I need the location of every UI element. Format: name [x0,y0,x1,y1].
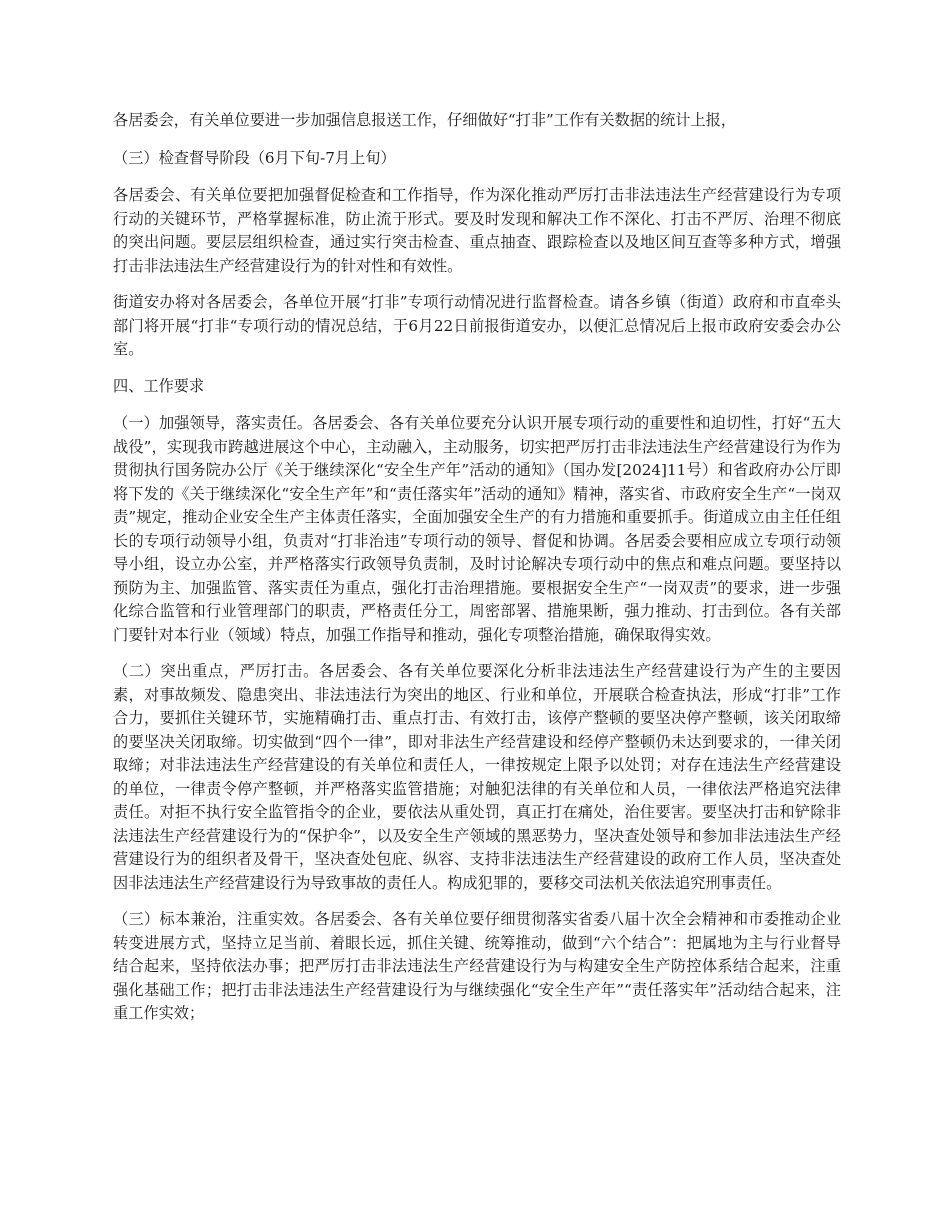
paragraph-supervision: 各居委会、有关单位要把加强督促检查和工作指导，作为深化推动严厉打击非法违法生产经营建设行为专项行动的关键环节，严格掌握标准，防止流于形式。要及时发现和解决工作不深化、打击不严厉、治理不彻底的突出问题。要层层组织检查，通过实行突击检查、重点抽查、跟踪检查以及地区间互查等多种方式，增强打击非法违法生产经营建设行为的针对性和有效性。 [113,186,841,275]
paragraph-root-and-symptoms: （三）标本兼治，注重实效。各居委会、各有关单位要仔细贯彻落实省委八届十次全会精神和市委推动企业转变进展方式，坚持立足当前、着眼长远，抓住关键、统筹推动，做到“六个结合”：把属地为主与行业督导结合起来，坚持依法办事；把严厉打击非法违法生产经营建设行为与构建安全生产防控体系结合起来，注重强化基础工作；把打击非法违法生产经营建设行为与继续强化“安全生产年”“责任落实年”活动结合起来，注重工作实效； [113,910,841,1022]
paragraph-key-crackdown: （二）突出重点，严厉打击。各居委会、各有关单位要深化分析非法违法生产经营建设行为产生的主要因素，对事故频发、隐患突出、非法违法行为突出的地区、行业和单位，开展联合检查执法，形成“打非”工作合力，要抓住关键环节，实施精确打击、重点打击、有效打击，该停产整顿的要坚决停产整顿，该关闭取缔的要坚决关闭取缔。切实做到“四个一律”，即对非法生产经营建设和经停产整顿仍未达到要求的，一律关闭取缔；对非法违法生产经营建设的有关单位和责任人，一律按规定上限予以处罚；对存在违法生产经营建设的单位，一律责令停产整顿，并严格落实监管措施；对触犯法律的有关单位和人员，一律依法严格追究法律责任。对拒不执行安全监管指令的企业，要依法从重处罚，真正打在痛处，治住要害。要坚决打击和铲除非法违法生产经营建设行为的“保护伞”，以及安全生产领域的黑恶势力，坚决查处领导和参加非法违法生产经营建设行为的组织者及骨干，坚决查处包庇、纵容、支持非法违法生产经营建设的政府工作人员，坚决查处因非法违法生产经营建设行为导致事故的责任人。构成犯罪的，要移交司法机关依法追究刑事责任。 [113,662,841,892]
paragraph-report-info: 各居委会，有关单位要进一步加强信息报送工作，仔细做好“打非”工作有关数据的统计上报， [113,111,737,129]
document-page [113,109,841,1042]
heading-work-requirements: 四、工作要求 [113,376,205,395]
paragraph-leadership-responsibility: （一）加强领导，落实责任。各居委会、各有关单位要充分认识开展专项行动的重要性和迫切性，打好“五大战役”，实现我市跨越进展这个中心，主动融入，主动服务，切实把严厉打击非法违法生产经营建设行为作为贯彻执行国务院办公厅《关于继续深化“安全生产年”活动的通知》（国办发[2024]11号）和省政府办公厅即将下发的《关于继续深化“安全生产年”和“责任落实年”活动的通知》精神，落实省、市政府安全生产“一岗双责”规定，推动企业安全生产主体责任落实，全面加强安全生产的有力措施和重要抓手。街道成立由主任任组长的专项行动领导小组，负责对“打非治违”专项行动的领导、督促和协调。各居委会要相应成立专项行动领导小组，设立办公室，并严格落实行政领导负责制，及时讨论解决专项行动中的焦点和难点问题。要坚持以预防为主、加强监管、落实责任为重点，强化打击治理措施。要根据安全生产“一岗双责”的要求，进一步强化综合监管和行业管理部门的职责，严格责任分工，周密部署、措施果断，强力推动、打击到位。各有关部门要针对本行业（领域）特点，加强工作指导和推动，强化专项整治措施，确保取得实效。 [113,414,841,644]
heading-inspection-stage: （三）检查督导阶段（6月下旬-7月上旬） [113,148,396,167]
paragraph-street-office-check: 街道安办将对各居委会，各单位开展“打非”专项行动情况进行监督检查。请各乡镇（街道）政府和市直牵头部门将开展“打非“专项行动的情况总结，于6月22日前报街道安办，以便汇总情况后上报市政府安委会办公室。 [113,293,841,358]
